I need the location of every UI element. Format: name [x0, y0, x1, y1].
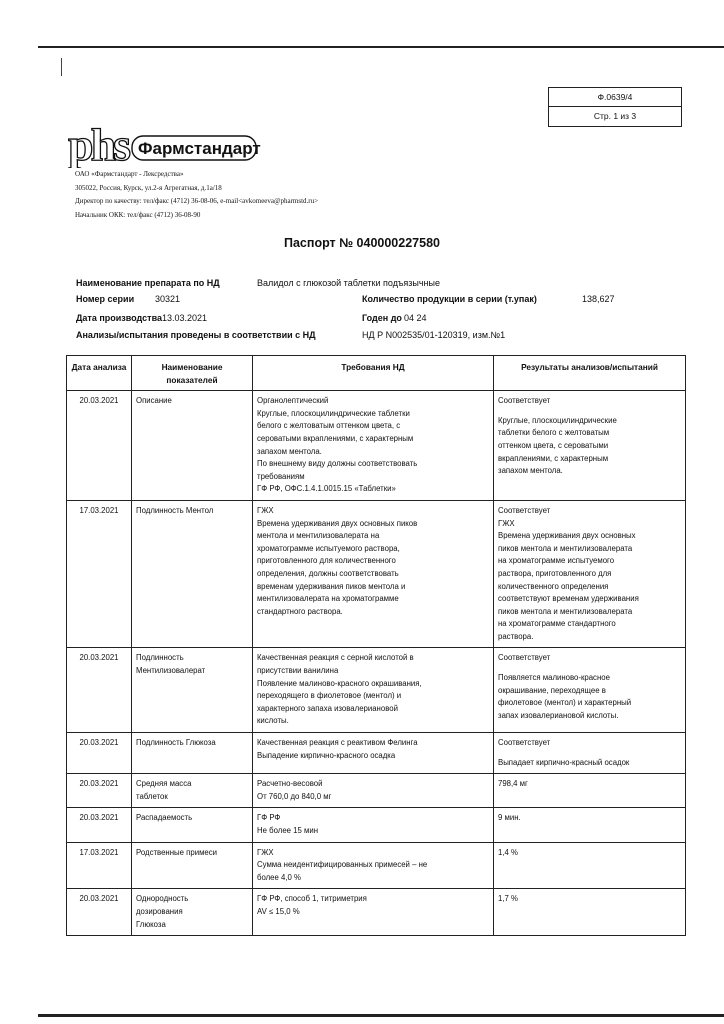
requirement-line: присутствии ванилина — [257, 666, 339, 676]
analysis-date: 20.03.2021 — [67, 391, 132, 501]
table-row — [67, 648, 686, 733]
page-number: Стр. 1 из 3 — [593, 111, 637, 121]
result-line: 1,4 % — [498, 847, 518, 857]
indicator-name — [132, 648, 253, 733]
result-line: фиолетовое (ментол) и характерный — [498, 698, 632, 708]
result-line — [498, 750, 681, 757]
result-line: запах изовалериановой кислоты. — [498, 710, 619, 720]
requirement-line: временам удерживания пиков ментола и — [257, 581, 406, 591]
result — [494, 733, 686, 774]
requirement — [253, 889, 494, 936]
analysis-date: 17.03.2021 — [67, 842, 132, 889]
product-label: Наименование препарата по НД — [76, 278, 220, 288]
requirement-line: Не более 15 мин — [257, 826, 319, 835]
result — [494, 774, 686, 808]
requirement-line: Появление малиново-красного окрашивания, — [257, 678, 422, 688]
logo-name: Фармстандарт — [138, 139, 261, 158]
requirement — [253, 648, 494, 733]
indicator-name-line: Подлинность Ментол — [136, 505, 214, 515]
header-results: Результаты анализов/испытаний — [494, 356, 686, 391]
result-line: запахом ментола. — [498, 466, 563, 476]
result-line: Появляется малиново-красное — [498, 673, 610, 683]
org-name: ОАО «Фармстандарт - Лексредства» — [75, 170, 184, 178]
result — [494, 889, 686, 936]
indicator-name-line: Глюкоза — [136, 919, 166, 929]
indicator-name-line: Средняя масса — [136, 779, 192, 789]
company-logo — [68, 122, 268, 173]
analysis-date: 20.03.2021 — [67, 808, 132, 842]
requirement — [253, 500, 494, 648]
organization-block — [75, 168, 318, 222]
table-row — [67, 889, 686, 936]
indicator-name-line: таблеток — [136, 791, 168, 801]
scan-mark — [61, 58, 62, 76]
page-top-edge — [38, 46, 724, 48]
result-line: Времена удерживания двух основных — [498, 531, 636, 541]
requirement-line: ГФ РФ — [257, 813, 281, 823]
table-row — [67, 500, 686, 648]
result-line: 1,7 % — [498, 894, 518, 904]
requirement-line: ментилизовалерата на хроматограмме — [257, 594, 399, 604]
quantity-value: 138,627 — [582, 294, 615, 304]
results-table — [66, 355, 686, 936]
table-row — [67, 774, 686, 808]
requirement-line: ГЖХ — [257, 505, 274, 515]
result-line: количественного определения — [498, 581, 609, 591]
table-row — [67, 391, 686, 501]
indicator-name-line: Подлинность — [136, 653, 184, 663]
result-line: 798,4 мг — [498, 779, 528, 789]
requirement-line: ментола и ментилизовалерата на — [257, 531, 380, 541]
indicator-name-line: Ментилизовалерат — [136, 666, 206, 676]
batch-value: 30321 — [155, 294, 181, 304]
expiry-label: Годен до — [362, 313, 402, 323]
requirement-line: Расчетно-весовой — [257, 779, 323, 789]
requirement-line: приготовленного для количественного — [257, 556, 396, 566]
result-line: 9 мин. — [498, 813, 521, 823]
indicator-name-line: Распадаемость — [136, 813, 193, 823]
quantity-label: Количество продукции в серии (т.упак) — [362, 294, 537, 304]
result-line: оттенком цвета, с сероватыми — [498, 440, 609, 450]
indicator-name — [132, 774, 253, 808]
result — [494, 808, 686, 842]
requirement-line: ГЖХ — [257, 847, 274, 857]
indicator-name — [132, 733, 253, 774]
requirement-line: характерного запаха изовалериановой — [257, 703, 398, 713]
form-code: Ф.0639/4 — [549, 88, 681, 107]
form-code-box — [548, 87, 682, 127]
requirement-line: кислоты. — [257, 716, 289, 726]
indicator-name — [132, 889, 253, 936]
result-line: раствора, приготовленного для — [498, 568, 612, 578]
result-line: раствора. — [498, 631, 534, 641]
result-line: соответствуют временам удерживания — [498, 594, 639, 604]
requirement — [253, 774, 494, 808]
requirement-line: От 760,0 до 840,0 мг — [257, 791, 332, 801]
production-date-value: 13.03.2021 — [162, 313, 208, 323]
requirement-line: ГФ РФ, ОФС.1.4.1.0015.15 «Таблетки» — [257, 484, 396, 494]
requirement-line: хроматограмме испытуемого раствора, — [257, 543, 400, 553]
requirement-line: Выпадение кирпично-красного осадка — [257, 750, 396, 760]
indicator-name-line: Описание — [136, 396, 172, 406]
batch-label: Номер серии — [76, 294, 135, 304]
indicator-name-line: Родственные примеси — [136, 847, 218, 857]
requirement-line: стандартного раствора. — [257, 606, 343, 616]
result-line: Круглые, плоскоцилиндрические — [498, 415, 617, 425]
requirement-line: Качественная реакция с реактивом Фелинга — [257, 738, 418, 748]
table-row — [67, 733, 686, 774]
indicator-name-line: Подлинность Глюкоза — [136, 738, 216, 748]
result-line — [498, 408, 681, 415]
requirement — [253, 733, 494, 774]
header-requirements: Требования НД — [253, 356, 494, 391]
qc-head-contact: Начальник ОКК: тел/факс (4712) 36-08-90 — [75, 210, 201, 219]
passport-title: Паспорт № 040000227580 — [284, 236, 440, 250]
indicator-name — [132, 391, 253, 501]
requirement-line: требованиям — [257, 471, 305, 481]
result — [494, 500, 686, 648]
header-indicator: Наименование показателей — [132, 356, 253, 391]
production-date-label: Дата производства — [76, 313, 162, 323]
header-date: Дата анализа — [67, 356, 132, 391]
requirement — [253, 808, 494, 842]
requirement — [253, 842, 494, 889]
requirement-line: AV ≤ 15,0 % — [257, 906, 300, 916]
table-header-row — [67, 356, 686, 391]
result-line — [498, 665, 681, 672]
requirement-line: ГФ РФ, способ 1, титриметрия — [257, 894, 367, 904]
requirement-line: переходящего в фиолетовое (ментол) и — [257, 691, 402, 701]
requirement-line: Качественная реакция с серной кислотой в — [257, 653, 414, 663]
logo-mark: phs — [68, 122, 129, 168]
result-line: пиков ментола и ментилизовалерата — [498, 606, 633, 616]
requirement-line: Органолептический — [257, 396, 329, 406]
analysis-date: 20.03.2021 — [67, 648, 132, 733]
requirement-line: сероватыми вкраплениями, с характерным — [257, 433, 414, 443]
result-line: Соответствует — [498, 738, 551, 748]
result-line: Выпадает кирпично-красный осадок — [498, 757, 630, 767]
result-line: Соответствует — [498, 396, 551, 406]
result-line: окрашивание, переходящее в — [498, 685, 606, 695]
table-row — [67, 842, 686, 889]
analysis-date: 20.03.2021 — [67, 889, 132, 936]
result-line: на хроматограмме испытуемого — [498, 556, 615, 566]
requirement-line: более 4,0 % — [257, 872, 301, 882]
requirement-line: белого с желтоватым оттенком цвета, с — [257, 421, 401, 431]
requirement-line: Времена удерживания двух основных пиков — [257, 518, 418, 528]
analysis-label: Анализы/испытания проведены в соответствии с НД — [76, 330, 316, 340]
requirement-line: Сумма неидентифицированных примесей – не — [257, 860, 428, 870]
analysis-date: 20.03.2021 — [67, 774, 132, 808]
result — [494, 391, 686, 501]
requirement-line: По внешнему виду должны соответствовать — [257, 459, 418, 469]
analysis-value: НД Р N002535/01-120319, изм.№1 — [362, 330, 506, 340]
result — [494, 648, 686, 733]
analysis-date: 17.03.2021 — [67, 500, 132, 648]
result-line: таблетки белого с желтоватым — [498, 428, 610, 438]
indicator-name — [132, 500, 253, 648]
result — [494, 842, 686, 889]
indicator-name — [132, 808, 253, 842]
indicator-name — [132, 842, 253, 889]
page-bottom-edge — [38, 1014, 724, 1017]
table-row — [67, 808, 686, 842]
result-line: пиков ментола и ментилизовалерата — [498, 543, 633, 553]
result-line: на хроматограмме стандартного — [498, 619, 616, 629]
result-line: Соответствует — [498, 505, 551, 515]
product-value: Валидол с глюкозой таблетки подъязычные — [257, 278, 440, 288]
result-line: Соответствует — [498, 653, 551, 663]
analysis-date: 20.03.2021 — [67, 733, 132, 774]
requirement-line: запахом ментола. — [257, 446, 322, 456]
requirement-line: Круглые, плоскоцилиндрические таблетки — [257, 408, 410, 418]
result-line: вкраплениями, с характерным — [498, 453, 609, 463]
requirement — [253, 391, 494, 501]
requirement-line: определения, должны соответствовать — [257, 568, 399, 578]
result-line: ГЖХ — [498, 518, 515, 528]
indicator-name-line: Однородность — [136, 894, 189, 904]
org-address: 305022, Россия, Курск, ул.2-я Агрегатная, д.1а/18 — [75, 183, 222, 192]
expiry-value: 04 24 — [404, 313, 427, 323]
indicator-name-line: дозирования — [136, 906, 183, 916]
quality-director-contact: Директор по качеству: тел/факс (4712) 36-08-06, e-mail<avkomeeva@pharmstd.ru> — [75, 197, 319, 205]
